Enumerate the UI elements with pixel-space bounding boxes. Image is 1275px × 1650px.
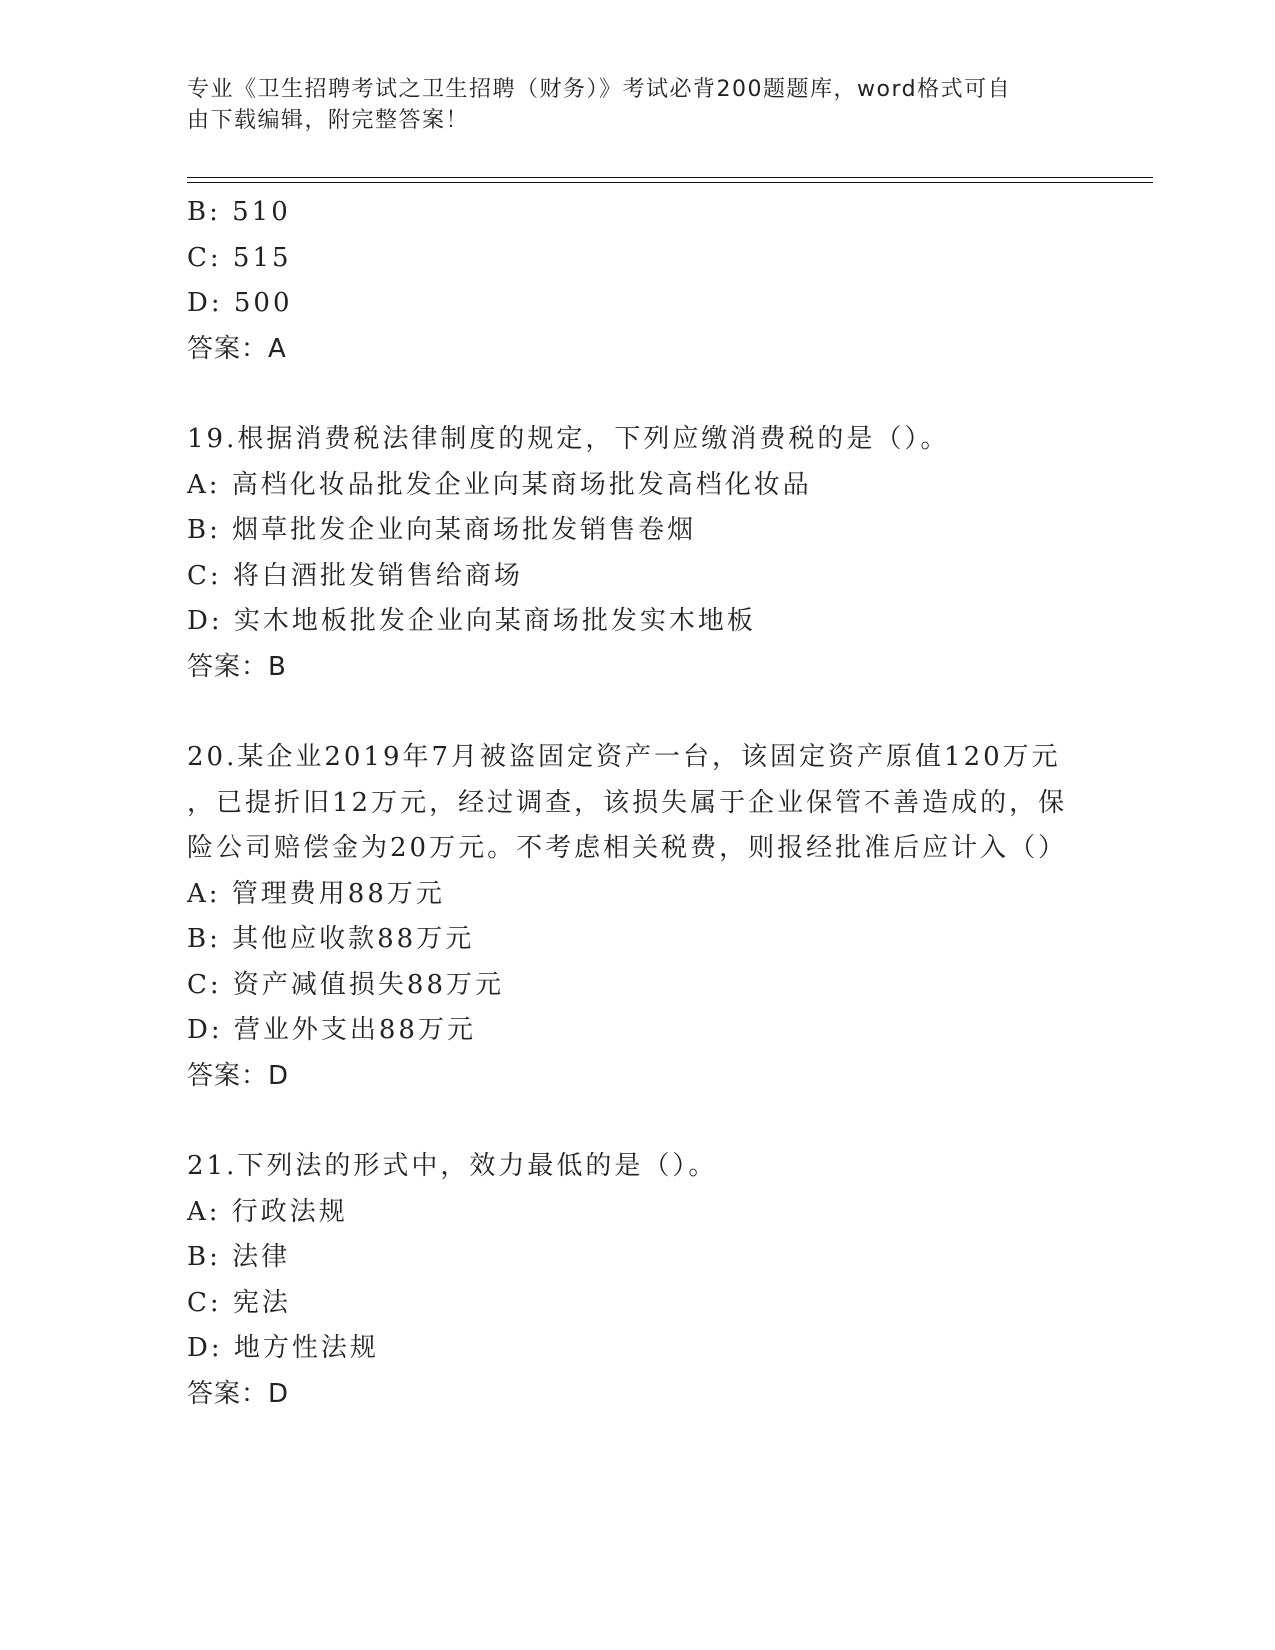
stem-line: ，已提折旧12万元，经过调查，该损失属于企业保管不善造成的，保 [187,787,1068,818]
option-d: D: 500 [187,288,293,318]
header-rule-bottom [187,182,1153,183]
answer: 答案：A [187,333,287,364]
option-b: B: 法律 [187,1242,291,1272]
option-d: D: 地方性法规 [187,1333,379,1363]
document-body [187,190,1087,1417]
question-19 [187,417,1087,690]
question-20 [187,735,1087,1099]
option-b: B: 510 [187,197,291,227]
spacer [187,690,1087,735]
stem-line: 21.下列法的形式中，效力最低的是（）。 [187,1151,718,1181]
header-rule-top [187,177,1153,178]
option-c: C: 宪法 [187,1287,291,1318]
header-line-2: 由下载编辑，附完整答案！ [187,108,470,133]
spacer [187,372,1087,417]
option-d: D: 实木地板批发企业向某商场批发实木地板 [187,606,756,636]
document-header [187,74,1067,136]
option-d: D: 营业外支出88万元 [187,1015,476,1045]
option-a: A: 行政法规 [187,1196,348,1227]
answer: 答案：D [187,1060,290,1091]
option-c: C: 资产减值损失88万元 [187,969,505,1000]
question-21 [187,1144,1087,1417]
option-b: B: 其他应收款88万元 [187,924,475,954]
option-b: B: 烟草批发企业向某商场批发销售卷烟 [187,515,697,545]
question-stem [187,417,1087,463]
option-c: C: 515 [187,242,292,273]
header-line-1: 专业《卫生招聘考试之卫生招聘（财务）》考试必背200题题库，word格式可自 [187,77,1012,102]
stem-line: 19.根据消费税法律制度的规定，下列应缴消费税的是（）。 [187,424,950,454]
question-stem [187,1144,1087,1190]
option-a: A: 管理费用88万元 [187,878,445,909]
question-18-continued [187,190,1087,372]
question-stem [187,735,1087,872]
option-c: C: 将白酒批发销售给商场 [187,560,523,591]
stem-line: 20.某企业2019年7月被盗固定资产一台，该固定资产原值120万元 [187,742,1061,772]
option-a: A: 高档化妆品批发企业向某商场批发高档化妆品 [187,469,812,500]
answer: 答案：B [187,651,287,682]
spacer [187,1099,1087,1144]
answer: 答案：D [187,1378,290,1409]
stem-line: 险公司赔偿金为20万元。不考虑相关税费，则报经批准后应计入（） [187,833,1068,863]
